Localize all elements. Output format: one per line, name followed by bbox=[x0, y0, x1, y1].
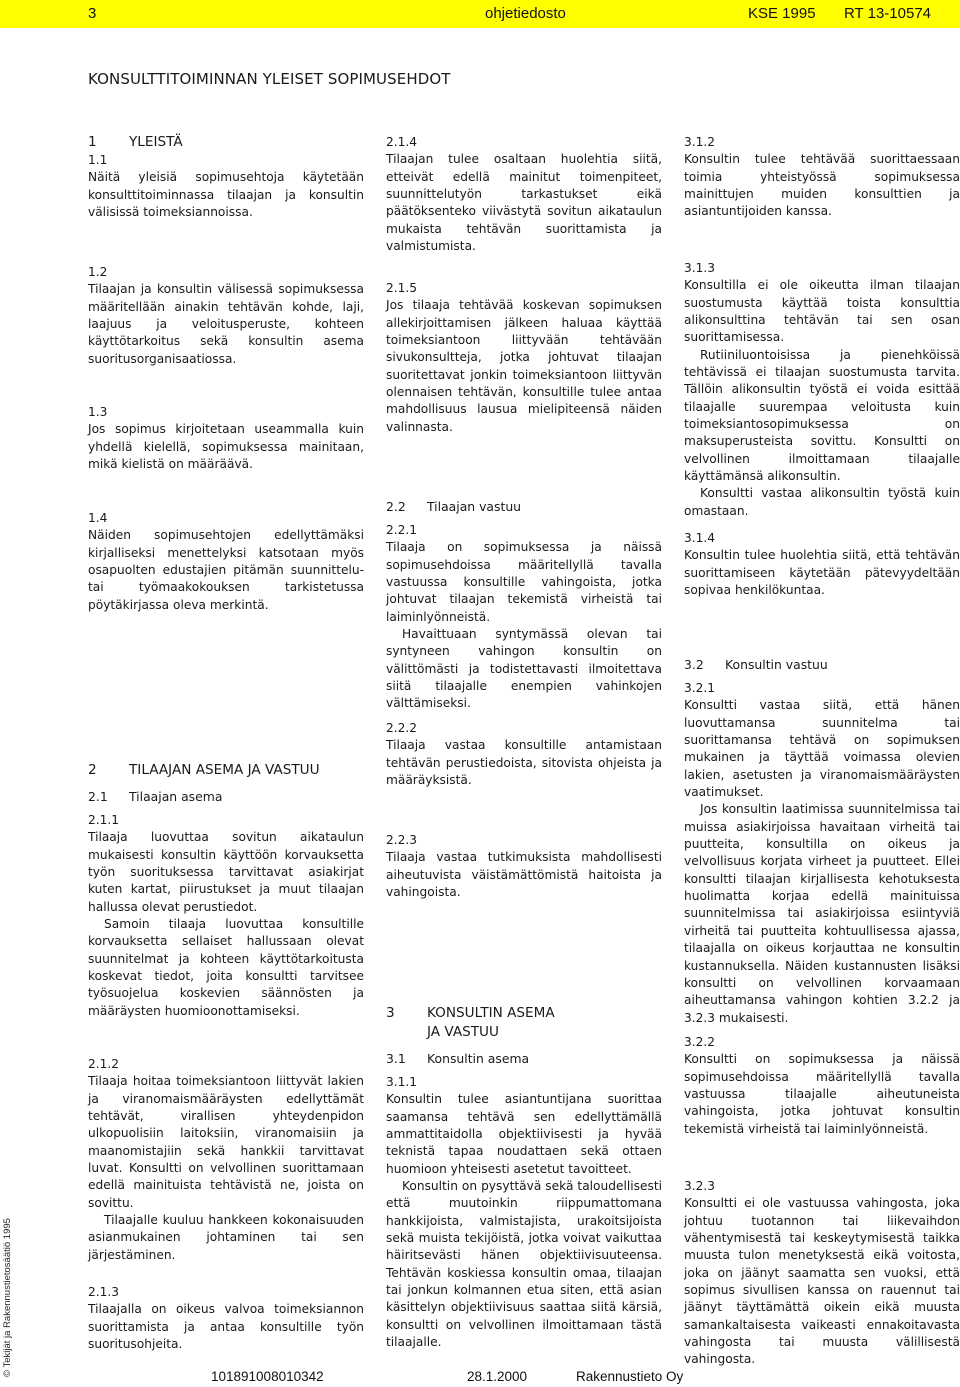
subsection-heading bbox=[684, 656, 960, 673]
clause-text: Tilaajan tulee osaltaan huolehtia siitä, etteivät edellä mainitut toimenpiteet, suunnittelutyön tarkastukset eikä päätöksenteko viivästytä sovitun aikataulun mukaista tehtävän suorittamista ja valmistumista. bbox=[386, 152, 662, 254]
clause-number: 3.2.2 bbox=[684, 1035, 716, 1049]
subsection-heading bbox=[386, 498, 662, 515]
subsection-number: 2.2 bbox=[386, 499, 406, 514]
paragraph-1-3 bbox=[88, 404, 364, 473]
clause-text: Jos konsultin laatimissa suunnitelmissa tai muissa asiakirjoissa havaitaan virheitä tai puutteita, konsultilla on oikeus ja velvollisuus korjata virheet ja puutteet. Ellei konsultti tilaajan kirjallisesta kehotuksesta huolimatta korjaa edellä mainituissa suunnitelmissa tai asiakirjoissa esiintyviä virheitä tai puutteita kohtuullisessa ajassa, tilaajalla on oikeus korjauttaa ne konsultin kustannuksella. Näiden kustannusten lisäksi konsultti on velvollinen korvaamaan aiheuttamansa vahingon kohtien 3.2.2 ja 3.2.3 mukaisesti. bbox=[684, 802, 960, 1025]
paragraph-3-1-4 bbox=[684, 530, 960, 599]
paragraph-1-4 bbox=[88, 510, 364, 614]
paragraph-3-1-3 bbox=[684, 260, 960, 520]
paragraph-3-2-2 bbox=[684, 1034, 960, 1138]
series-code: KSE 1995 bbox=[748, 5, 816, 22]
clause-number: 2.1.1 bbox=[88, 813, 120, 827]
clause-text: Tilaaja luovuttaa sovitun aikataulun mukaisesti konsultin käyttöön korvauksetta työn suorituksessa tarvittavat asiakirjat kuten kartat, piirustukset ja muut tilaajan hallussa olevat perustiedot. bbox=[88, 830, 364, 914]
clause-text: Konsultin tulee asiantuntijana suorittaa saamansa tehtävä sen edellyttämällä ammattitaidolla objektiivisesti ja hyvää teknistä tapaa noudattaen sekä ottaen huomioon yhteisesti asetetut tavoitteet. bbox=[386, 1092, 662, 1176]
clause-text: Konsultti vastaa siitä, että hänen luovuttamansa suunnitelma tai suorittamansa tehtävä on sopimuksen mukainen ja täyttää voimassa olevien lakien, asetusten ja viranomaismääräysten vaatimukset. bbox=[684, 698, 960, 800]
clause-text: Rutiiniluontoisissa ja pienehköissä tehtävissä ei tilaajan suostumusta tarvita. Tällöin alikonsultin työstä ei voida esittää tilaajalle suurempaa veloitusta kuin toimeksiantosopimuksessa on maksuperusteista sovittu. Konsultti on velvollinen ilmoittamaan tilaajalle käyttämänsä alikonsultin. bbox=[684, 347, 960, 484]
paragraph-3-1-2 bbox=[684, 134, 960, 221]
clause-text: Samoin tilaaja luovuttaa konsultille korvauksetta sellaiset hallussaan olevat suunnitelmat ja kohteen käyttötarkoitusta koskevat tiedot, joita konsultti tarvitsee työsuojelua koskevien säännösten ja määräysten huomioonottamiseksi. bbox=[88, 917, 364, 1018]
clause-number: 1.3 bbox=[88, 405, 108, 419]
clause-text: Tilaaja vastaa tutkimuksista mahdollisesti aiheutuvista väistämättömistä haitoista ja vahingoista. bbox=[386, 850, 662, 900]
subsection-number: 3.2 bbox=[684, 657, 704, 672]
clause-text: Tilaaja vastaa konsultille antamistaan tehtävän perustiedoista, sitovista ohjeista ja määräyksistä. bbox=[386, 738, 662, 788]
subsection-number: 2.1 bbox=[88, 789, 108, 804]
subsection-title: Konsultin vastuu bbox=[725, 657, 828, 672]
page-number: 3 bbox=[88, 5, 97, 22]
footer-date: 28.1.2000 bbox=[467, 1369, 528, 1384]
subsection-title: Konsultin asema bbox=[427, 1051, 530, 1066]
rt-code: RT 13-10574 bbox=[844, 5, 932, 22]
paragraph-2-1-1 bbox=[88, 812, 364, 1020]
section-heading bbox=[88, 762, 364, 779]
paragraph-1-2 bbox=[88, 264, 364, 368]
paragraph-3-1-1 bbox=[386, 1074, 662, 1352]
clause-number: 2.2.3 bbox=[386, 833, 418, 847]
subsection-number: 3.1 bbox=[386, 1051, 406, 1066]
clause-text: Konsultti vastaa alikonsultin työstä kuin omastaan. bbox=[684, 486, 960, 518]
clause-text: Tilaajalla on oikeus valvoa toimeksiannon suorittamista ja antaa konsultille työn suoritusohjeita. bbox=[88, 1302, 364, 1352]
clause-number: 2.2.1 bbox=[386, 523, 418, 537]
clause-text: Konsultin tulee huolehtia siitä, että tehtävän suorittamiseen käytetään pätevyydeltään sopivaa henkilökuntaa. bbox=[684, 548, 960, 598]
paragraph-2-1-4 bbox=[386, 134, 662, 255]
paragraph-2-1-2 bbox=[88, 1056, 364, 1264]
clause-text: Konsultti ei ole vastuussa vahingosta, joka johtuu tuotannon tai liikevaihdon vähentymisestä tai keskeytymisestä taikka muusta tulon menetyksestä eikä voitosta, joka on jäänyt saamatta sen vuoksi, että sopimus sivullisen kanssa on rauennut tai jäänyt täyttämättä oikein eikä muusta samankaltaisesta vaikeasti ennakoitavasta vahingosta tai muusta välillisestä vahingosta. bbox=[684, 1196, 960, 1367]
clause-number: 1.2 bbox=[88, 265, 108, 279]
section-heading bbox=[88, 134, 364, 151]
clause-number: 3.2.1 bbox=[684, 681, 716, 695]
clause-number: 3.1.1 bbox=[386, 1075, 418, 1089]
clause-text: Konsultin on pysyttävä sekä taloudellisesti että muutoinkin riippumattomana hankkijoista, valmistajista, urakoitsijoista sekä muista tekijöistä, jotka voivat vaikuttaa häiritsevästi hänen objektiivisuuteensa. Tehtävän koskiessa konsultin omaa, tilaajan tai jonkun kolmannen etua siten, että asian käsittelyn objektiivisuus saattaa siitä kärsiä, konsultti on velvollinen ilmoittamaan tästä tilaajalle. bbox=[386, 1179, 662, 1350]
clause-number: 1.1 bbox=[88, 153, 108, 167]
clause-text: Konsultin tulee tehtävää suorittaessaan toimia yhteistyössä sopimuksessa mainittujen muiden konsulttien ja asiantuntijoiden kanssa. bbox=[684, 152, 960, 219]
clause-text: Konsultilla ei ole oikeutta ilman tilaajan suostumusta käyttää toista konsulttia alikonsulttina tehtävän tai sen osan suorittamisessa. bbox=[684, 278, 960, 345]
paragraph-2-1-3 bbox=[88, 1284, 364, 1353]
clause-text: Konsultti on sopimuksessa ja näissä sopimusehdoissa määritellyllä tavalla vastuussa tilaajalle aiheutuneista vahingoista, jotka johtuvat konsultin tekemistä virheistä tai laiminlyönneistä. bbox=[684, 1052, 960, 1136]
clause-text: Näiden sopimusehtojen edellyttämäksi kirjalliseksi menettelyksi katsotaan myös osapuolten edustajien pitämän suunnittelu-tai työmaakokouksen tarkistetussa pöytäkirjassa oleva merkintä. bbox=[88, 528, 364, 612]
footer-doc-id: 101891008010342 bbox=[211, 1369, 324, 1384]
clause-text: Jos sopimus kirjoitetaan useammalla kuin yhdellä kielellä, sopimuksessa mainitaan, mikä kielistä on määräävä. bbox=[88, 422, 364, 472]
subsection-heading bbox=[386, 1050, 662, 1067]
clause-text: Jos tilaaja tehtävää koskevan sopimuksen allekirjoittamisen jälkeen haluaa käyttää toimeksiantoon liittyvään tehtävään sivukonsultteja, jotka johtuvat tilaajan suoritettavat jonkin toimeksiantoon liittyvän olennaisen tehtävän, konsultille tulee antaa mahdollisuus lausua mielipiteensä näiden valinnasta. bbox=[386, 298, 662, 434]
clause-text: Havaittuaan syntymässä olevan tai syntyneen vahingon konsultin on välittömästi ja todistettavasti ilmoitettava siitä tilaajalle enempien vahinkojen välttämiseksi. bbox=[386, 627, 662, 711]
paragraph-2-2-2 bbox=[386, 720, 662, 789]
clause-text: Näitä yleisiä sopimusehtoja käytetään konsulttitoiminnassa tilaajan ja konsultin välisissä toimeksiannoissa. bbox=[88, 170, 364, 220]
section-number: 1 bbox=[88, 134, 97, 150]
paragraph-1-1 bbox=[88, 152, 364, 221]
clause-number: 2.1.5 bbox=[386, 281, 418, 295]
subsection-heading bbox=[88, 788, 364, 805]
copyright-note: © Tekijät ja Rakennustietosäätiö 1995 bbox=[2, 1218, 13, 1377]
section-title: JA VASTUU bbox=[427, 1024, 499, 1040]
document-title: KONSULTTITOIMINNAN YLEISET SOPIMUSEHDOT bbox=[88, 70, 451, 88]
clause-number: 2.1.4 bbox=[386, 135, 418, 149]
section-title: YLEISTÄ bbox=[129, 134, 183, 150]
paragraph-2-2-1 bbox=[386, 522, 662, 713]
clause-text: Tilaaja on sopimuksessa ja näissä sopimusehdoissa määritellyllä tavalla vastuussa konsultille vahingoista, jotka johtuvat tilaajan tekemistä virheistä tai laiminlyönneistä. bbox=[386, 540, 662, 624]
subsection-title: Tilaajan asema bbox=[129, 789, 223, 804]
section-number: 3 bbox=[386, 1005, 395, 1021]
section-number: 2 bbox=[88, 762, 97, 778]
clause-number: 2.1.3 bbox=[88, 1285, 120, 1299]
section-heading bbox=[386, 1004, 662, 1042]
clause-number: 3.1.4 bbox=[684, 531, 716, 545]
footer-publisher: Rakennustieto Oy bbox=[576, 1369, 684, 1384]
paragraph-3-2-1 bbox=[684, 680, 960, 1027]
clause-number: 3.1.2 bbox=[684, 135, 716, 149]
section-title: TILAAJAN ASEMA JA VASTUU bbox=[129, 762, 320, 778]
subsection-title: Tilaajan vastuu bbox=[427, 499, 522, 514]
clause-number: 2.2.2 bbox=[386, 721, 418, 735]
clause-text: Tilaajalle kuuluu hankkeen kokonaisuuden asianmukainen johtaminen tai sen järjestäminen. bbox=[88, 1213, 364, 1262]
clause-text: Tilaaja hoitaa toimeksiantoon liittyvät lakien ja viranomaismääräysten edellyttämät tehtävät, virallisen yhteydenpidon ulkopuolisiin laitoksiin, viranomaisiin ja maanomistajiin sekä hankkii tarvittavat luvat. Konsultti on velvollinen suorittamaan edellä mainituista tehtävistä ne, joista on sovittu. bbox=[88, 1074, 364, 1210]
clause-number: 2.1.2 bbox=[88, 1057, 120, 1071]
paragraph-2-1-5 bbox=[386, 280, 662, 436]
section-title: KONSULTIN ASEMA bbox=[427, 1005, 555, 1021]
doc-type: ohjetiedosto bbox=[485, 5, 566, 22]
clause-number: 3.2.3 bbox=[684, 1179, 716, 1193]
clause-number: 3.1.3 bbox=[684, 261, 716, 275]
paragraph-2-2-3 bbox=[386, 832, 662, 901]
clause-number: 1.4 bbox=[88, 511, 108, 525]
page-header bbox=[0, 0, 960, 28]
paragraph-3-2-3 bbox=[684, 1178, 960, 1369]
clause-text: Tilaajan ja konsultin välisessä sopimuksessa määritellään ainakin tehtävän kohde, laji, laajuus ja veloitusperuste, kohteen käyttötarkoitus sekä konsultin asema suoritusorganisaatiossa. bbox=[88, 282, 364, 366]
